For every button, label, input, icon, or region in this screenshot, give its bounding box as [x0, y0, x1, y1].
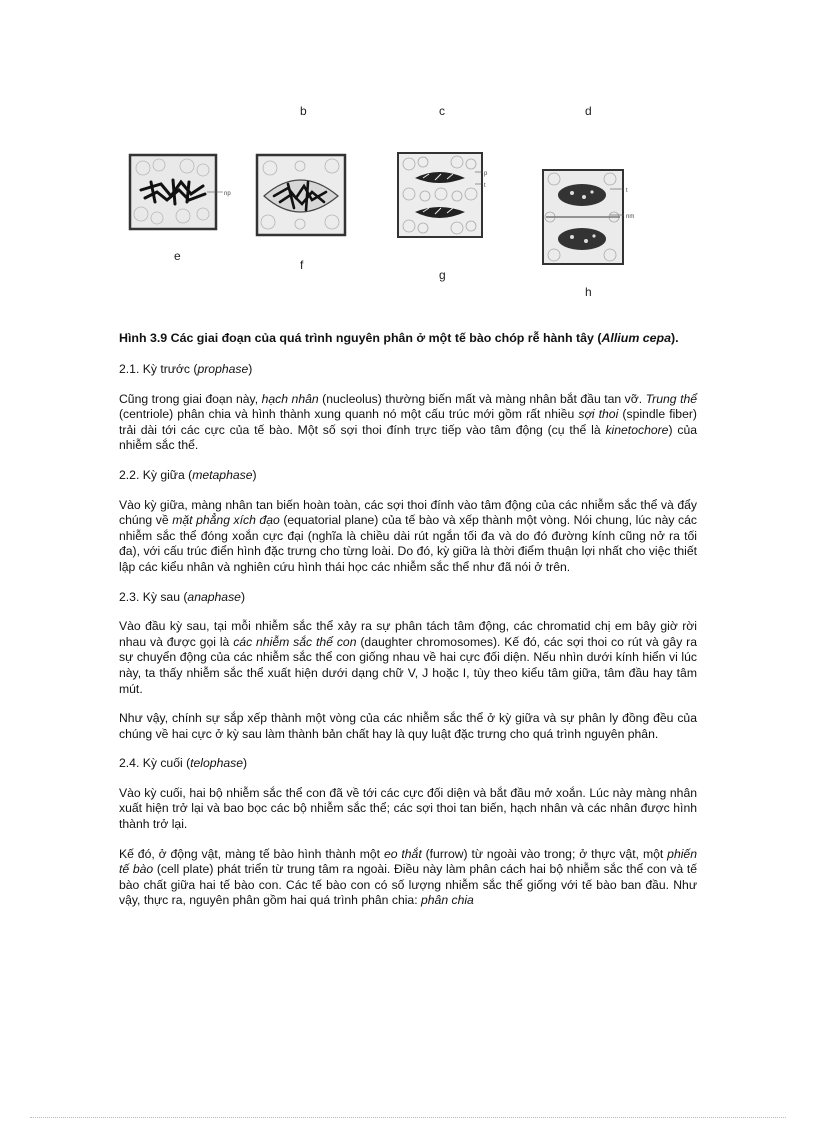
cell-g-marker-t: t: [484, 183, 486, 189]
section-term: telophase: [190, 756, 243, 771]
figure-label-e: e: [174, 249, 181, 263]
section-heading: [119, 590, 697, 606]
italic-term: mặt phẳng xích đạo: [172, 513, 280, 528]
section-term: anaphase: [187, 589, 241, 604]
section-term: metaphase: [192, 467, 253, 482]
cell-h-illustration: [540, 167, 640, 267]
text-run: (spindle fiber) trải dài tới các cực của tế bào. Một số sợi thoi đính trực tiếp vào tâm động (cụ thể là: [119, 407, 697, 437]
figure-label-b: b: [300, 104, 307, 118]
cell-f-illustration: [254, 152, 350, 242]
cell-e-illustration: [127, 152, 233, 236]
section-heading: [119, 362, 697, 378]
text-run: ) của nhiễm sắc thể.: [119, 422, 697, 453]
section-term: prophase: [197, 362, 249, 376]
text-run: Cũng trong giai đoạn này,: [119, 391, 262, 406]
text-run: Vào đầu kỳ sau, tại mỗi nhiễm sắc thể xảy ra sự phân tách tâm động, các chromatid chị em bây giờ rời nhau và được gọi là: [119, 619, 697, 649]
text-run: Vào kỳ cuối, hai bộ nhiễm sắc thể con đã về tới các cực đối diện và bắt đầu mở xoắn. Lúc này màng nhân xuất hiện trở lại và bao bọc các bộ nhiễm sắc thể; các sợi thoi tan biến, hạch nhân và các nhân được hình thành trở lại.: [119, 785, 697, 832]
figure-label-g: g: [439, 268, 446, 282]
section-number: 2.2. Kỳ giữa (: [119, 467, 193, 482]
sections-container: [119, 362, 697, 909]
italic-term: các nhiễm sắc thể con: [233, 634, 357, 649]
text-run: (daughter chromosomes). Kế đó, các sợi thoi co rút và gây ra sự chuyển động của các nhiễm sắc thể con giống nhau về hai cực đối diện. Nếu nhìn dưới kính hiển vi lúc này, ta thấy nhiễm sắc thể xuất hiện dưới dạng chữ V, J hoặc I, tùy theo kiểu tâm giữa, tâm đầu hay tâm mút.: [119, 634, 698, 696]
section-paragraph: [119, 392, 697, 454]
section-close: ): [252, 467, 257, 482]
text-run: Như vậy, chính sự sắp xếp thành một vòng của các nhiễm sắc thể ở kỳ giữa và sự phân ly đồng đều của chúng về hai cực ở kỳ sau làm thành bản chất hay là quy luật đặc trưng cho quá trình nguyên phân.: [119, 711, 697, 741]
text-run: (nucleolus) thường biến mất và màng nhân bắt đầu tan vỡ.: [318, 391, 646, 406]
italic-term: Trung thể: [645, 391, 698, 406]
figure-label-h: h: [585, 285, 592, 299]
section-close: ): [248, 362, 253, 376]
text-run: (cell plate) phát triển từ trung tâm ra ngoài. Điều này làm phân cách hai bộ nhiễm sắc thể con và tế bào chất giữa hai tế bào con. Các tế bào con có số lượng nhiễm sắc thể giống với tế bào ban đầu. Như vậy, thực ra, nguyên phân gồm hai quá trình phân chia:: [119, 862, 697, 908]
text-run: (furrow) từ ngoài vào trong; ở thực vật, một: [421, 846, 668, 861]
section-paragraph: [119, 498, 697, 576]
text-run: Vào kỳ giữa, màng nhân tan biến hoàn toàn, các sợi thoi đính vào tâm động của các nhiễm sắc thể và đẩy chúng về: [119, 497, 697, 528]
figure-label-f: f: [300, 258, 304, 272]
document-body: [119, 330, 697, 923]
cell-h-marker-nm: nm: [626, 214, 635, 220]
cell-h-marker-t: t: [626, 188, 628, 194]
section-paragraph: [119, 847, 697, 909]
italic-term: kinetochore: [605, 422, 669, 437]
figure-caption: [119, 330, 697, 347]
italic-term: phân chia: [420, 893, 474, 908]
section-number: 2.1. Kỳ trước (: [119, 362, 198, 376]
cell-e-marker-np: np: [224, 191, 231, 197]
italic-term: phiến tế bào: [119, 846, 697, 877]
italic-term: eo thắt: [383, 846, 422, 861]
caption-suffix: ).: [671, 331, 679, 345]
text-run: (centriole) phân chia và hình thành xung quanh nó một cấu trúc mới gồm rất nhiều: [119, 407, 579, 422]
figure-label-d: d: [585, 104, 592, 118]
text-run: (equatorial plane) của tế bào và xếp thành một vòng. Nói chung, lúc này các nhiễm sắc thể đóng xoắn cực đại (nghĩa là chiều dài rút ngắn tối đa và do đó đường kính cũng nở ra tối đa), với cấu trúc điển hình đặc trưng cho từng loài. Do đó, kỳ giữa là thời điểm thuận lợi nhất cho việc thiết lập các kiểu nhân và nghiên cứu hình thái học các nhiễm sắc thể như đã nói ở trên.: [119, 513, 697, 574]
section-number: 2.4. Kỳ cuối (: [119, 756, 191, 771]
italic-term: hạch nhân: [261, 391, 319, 406]
section-paragraph: [119, 786, 697, 833]
italic-term: sợi thoi: [578, 407, 619, 422]
section-heading: [119, 468, 697, 484]
section-number: 2.3. Kỳ sau (: [119, 589, 188, 604]
section-paragraph: [119, 619, 697, 697]
caption-prefix: Hình 3.9 Các giai đoạn của quá trình nguyên phân ở một tế bào chóp rễ hành tây (: [119, 331, 602, 345]
figure-label-c: c: [439, 104, 445, 118]
page-footer-rule: [30, 1117, 786, 1118]
caption-species: Allium cepa: [601, 331, 672, 345]
text-run: Kế đó, ở động vật, màng tế bào hình thành một: [119, 846, 384, 861]
cell-g-illustration: [395, 150, 495, 242]
section-close: ): [243, 756, 248, 771]
section-close: ): [240, 589, 246, 604]
section-paragraph: [119, 711, 697, 742]
section-heading: [119, 756, 697, 772]
cell-g-marker-p: p: [484, 171, 488, 177]
